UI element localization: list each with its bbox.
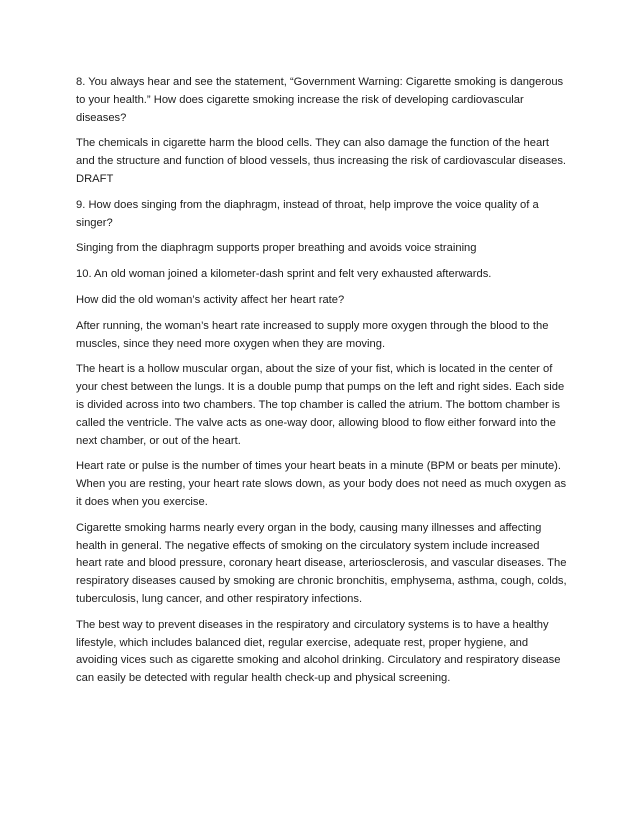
question-9: 9. How does singing from the diaphragm, instead of throat, help improve the voice quality of a singer? bbox=[76, 198, 539, 229]
question-10-sub: How did the old woman’s activity affect her heart rate? bbox=[76, 293, 345, 306]
question-8: 8. You always hear and see the statement, “Government Warning: Cigarette smoking is dangerous to your health.” How does cigarette smoking increase the risk of developing cardiovascular diseases? bbox=[76, 76, 564, 124]
document-page bbox=[76, 74, 568, 696]
answer-9: Singing from the diaphragm supports proper breathing and avoids voice straining bbox=[76, 242, 477, 255]
smoking-paragraph: Cigarette smoking harms nearly every organ in the body, causing many illnesses and affecting health in general. The negative effects of smoking on the circulatory system include increased heart rate and blood pressure, coronary heart disease, arteriosclerosis, and vascular diseases. The respiratory diseases caused by smoking are chronic bronchitis, emphysema, asthma, cough, colds, tuberculosis, lung cancer, and other respiratory infections. bbox=[76, 521, 567, 605]
heart-rate-paragraph: Heart rate or pulse is the number of times your heart beats in a minute (BPM or beats per minute). When you are resting, your heart rate slows down, as your body does not need as much oxygen as it does when you exercise. bbox=[76, 460, 567, 508]
answer-10: After running, the woman’s heart rate increased to supply more oxygen through the blood to the muscles, since they need more oxygen when they are moving. bbox=[76, 319, 549, 350]
question-10: 10. An old woman joined a kilometer-dash sprint and felt very exhausted afterwards. bbox=[76, 268, 492, 281]
answer-8: The chemicals in cigarette harm the blood cells. They can also damage the function of the heart and the structure and function of blood vessels, thus increasing the risk of cardiovascular diseases. DRAFT bbox=[76, 137, 567, 185]
prevention-paragraph: The best way to prevent diseases in the respiratory and circulatory systems is to have a healthy lifestyle, which includes balanced diet, regular exercise, adequate rest, proper hygiene, and avoiding vices such as cigarette smoking and alcohol drinking. Circulatory and respiratory disease can easily be detected with regular health check-up and physical screening. bbox=[76, 618, 561, 685]
heart-paragraph: The heart is a hollow muscular organ, about the size of your fist, which is located in the center of your chest between the lungs. It is a double pump that pumps on the left and right sides. Each side is divided across into two chambers. The top chamber is called the atrium. The bottom chamber is called the ventricle. The valve acts as one-way door, allowing blood to flow either forward into the next chamber, or out of the heart. bbox=[76, 363, 565, 447]
